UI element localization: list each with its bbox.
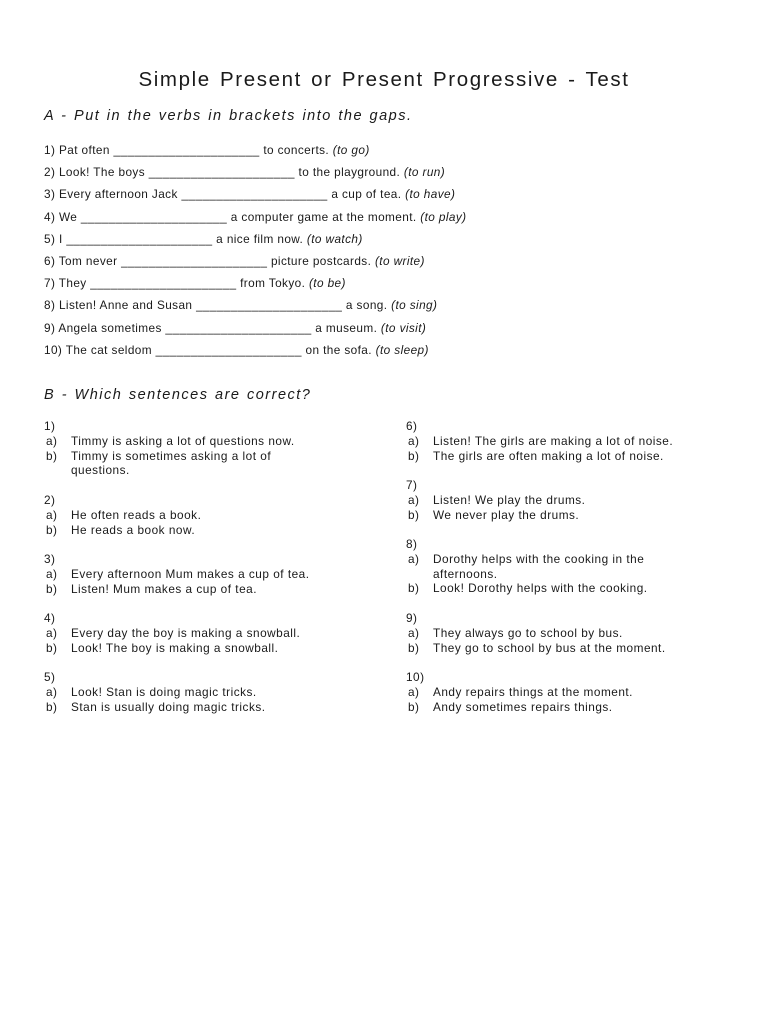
option-letter: b) [46, 699, 58, 714]
section-a-heading: A - Put in the verbs in brackets into the gaps. [44, 108, 413, 124]
question-9 [406, 611, 746, 670]
verb-hint: (to be) [308, 276, 346, 291]
option-letter: b) [408, 581, 420, 596]
gap-item-6 [44, 253, 466, 275]
question-number: 6) [406, 419, 418, 433]
option-a [44, 685, 384, 700]
questions-right-column [406, 419, 746, 729]
gap-sentence: 1) Pat often _____________________ to concerts. [44, 143, 333, 157]
option-a [406, 493, 746, 508]
option-letter: b) [46, 640, 58, 655]
option-letter: b) [408, 448, 420, 463]
option-letter: b) [408, 640, 420, 655]
option-text: Timmy is sometimes asking a lot of questions. [71, 448, 272, 478]
option-b [406, 700, 746, 715]
option-letter: b) [46, 522, 58, 537]
option-text: Andy repairs things at the moment. [433, 684, 633, 699]
option-letter: a) [46, 625, 58, 640]
option-b [44, 582, 384, 597]
question-10 [406, 670, 746, 729]
option-letter: a) [408, 492, 420, 507]
option-text: Listen! We play the drums. [433, 492, 586, 507]
question-5 [44, 670, 384, 729]
option-letter: a) [46, 684, 58, 699]
verb-hint: (to go) [332, 143, 370, 157]
verb-hint: (to write) [374, 253, 425, 268]
option-letter: a) [408, 551, 420, 566]
gap-sentence: 6) Tom never _____________________ picture postcards. [44, 253, 375, 268]
question-number: 10) [406, 670, 425, 684]
option-text: Dorothy helps with the cooking in the afternoons. [433, 551, 645, 581]
option-b [406, 641, 746, 656]
gap-sentence: 3) Every afternoon Jack _____________________ a cup of tea. [44, 187, 406, 202]
option-text: Every day the boy is making a snowball. [71, 625, 301, 640]
option-b [406, 581, 746, 596]
page-title: Simple Present or Present Progressive - Test [138, 68, 630, 91]
option-text: Look! Stan is doing magic tricks. [71, 684, 257, 699]
question-8 [406, 537, 746, 611]
option-text: Listen! Mum makes a cup of tea. [71, 581, 257, 596]
gap-item-1 [44, 142, 466, 164]
option-letter: a) [408, 684, 420, 699]
option-text: Listen! The girls are making a lot of noise. [433, 433, 674, 448]
gap-item-9 [44, 320, 466, 342]
option-text: They go to school by bus at the moment. [433, 640, 666, 655]
gap-item-10 [44, 342, 466, 364]
option-text: Andy sometimes repairs things. [433, 699, 613, 714]
verb-hint: (to visit) [380, 320, 427, 335]
question-2 [44, 493, 384, 552]
question-number: 9) [406, 611, 418, 625]
question-number: 1) [44, 419, 56, 433]
option-b [44, 641, 384, 656]
gap-sentence: 9) Angela sometimes _____________________ a museum. [44, 320, 381, 335]
option-text: He reads a book now. [71, 522, 196, 537]
option-letter: a) [408, 625, 420, 640]
option-b [44, 449, 384, 479]
option-letter: b) [408, 507, 420, 522]
gap-item-5 [44, 231, 466, 253]
option-text: Every afternoon Mum makes a cup of tea. [71, 566, 310, 581]
option-a [406, 685, 746, 700]
option-text: They always go to school by bus. [433, 625, 623, 640]
gap-fill-list [44, 142, 466, 364]
question-number: 4) [44, 611, 56, 625]
option-a [406, 434, 746, 449]
verb-hint: (to sleep) [375, 342, 429, 357]
verb-hint: (to watch) [306, 231, 363, 246]
option-letter: b) [46, 448, 58, 463]
gap-sentence: 7) They _____________________ from Tokyo. [44, 276, 309, 291]
option-a [44, 434, 384, 449]
gap-item-2 [44, 164, 466, 186]
question-number: 8) [406, 537, 418, 551]
question-1 [44, 419, 384, 493]
question-4 [44, 611, 384, 670]
verb-hint: (to run) [403, 165, 446, 180]
option-a [44, 508, 384, 523]
verb-hint: (to play) [420, 209, 467, 224]
option-text: Stan is usually doing magic tricks. [71, 699, 266, 714]
option-text: The girls are often making a lot of noise. [433, 448, 664, 463]
gap-item-8 [44, 297, 466, 319]
option-letter: a) [408, 433, 420, 448]
option-a [44, 567, 384, 582]
gap-item-3 [44, 186, 466, 208]
gap-sentence: 8) Listen! Anne and Susan _____________________ a song. [44, 298, 392, 313]
verb-hint: (to have) [405, 187, 456, 202]
option-text: Timmy is asking a lot of questions now. [71, 433, 295, 448]
option-letter: a) [46, 566, 58, 581]
option-text: He often reads a book. [71, 507, 202, 522]
question-number: 3) [44, 552, 56, 566]
option-a [406, 626, 746, 641]
question-6 [406, 419, 746, 478]
option-a [44, 626, 384, 641]
question-3 [44, 552, 384, 611]
gap-item-4 [44, 209, 466, 231]
option-b [44, 523, 384, 538]
questions-left-column [44, 419, 384, 729]
option-b [406, 508, 746, 523]
verb-hint: (to sing) [391, 298, 438, 313]
option-letter: a) [46, 507, 58, 522]
option-letter: b) [408, 699, 420, 714]
option-text: Look! The boy is making a snowball. [71, 640, 279, 655]
gap-sentence: 2) Look! The boys _____________________ to the playground. [44, 165, 404, 180]
option-text: We never play the drums. [433, 507, 580, 522]
option-a [406, 552, 746, 582]
option-letter: a) [46, 433, 58, 448]
option-b [44, 700, 384, 715]
gap-item-7 [44, 275, 466, 297]
option-b [406, 449, 746, 464]
option-letter: b) [46, 581, 58, 596]
question-number: 5) [44, 670, 56, 684]
gap-sentence: 10) The cat seldom _____________________ on the sofa. [44, 342, 376, 357]
option-text: Look! Dorothy helps with the cooking. [433, 581, 648, 596]
section-b-heading: B - Which sentences are correct? [44, 387, 312, 403]
question-number: 7) [406, 478, 418, 492]
question-7 [406, 478, 746, 537]
gap-sentence: 4) We _____________________ a computer game at the moment. [44, 209, 421, 224]
question-number: 2) [44, 493, 56, 507]
gap-sentence: 5) I _____________________ a nice film now. [44, 231, 307, 246]
